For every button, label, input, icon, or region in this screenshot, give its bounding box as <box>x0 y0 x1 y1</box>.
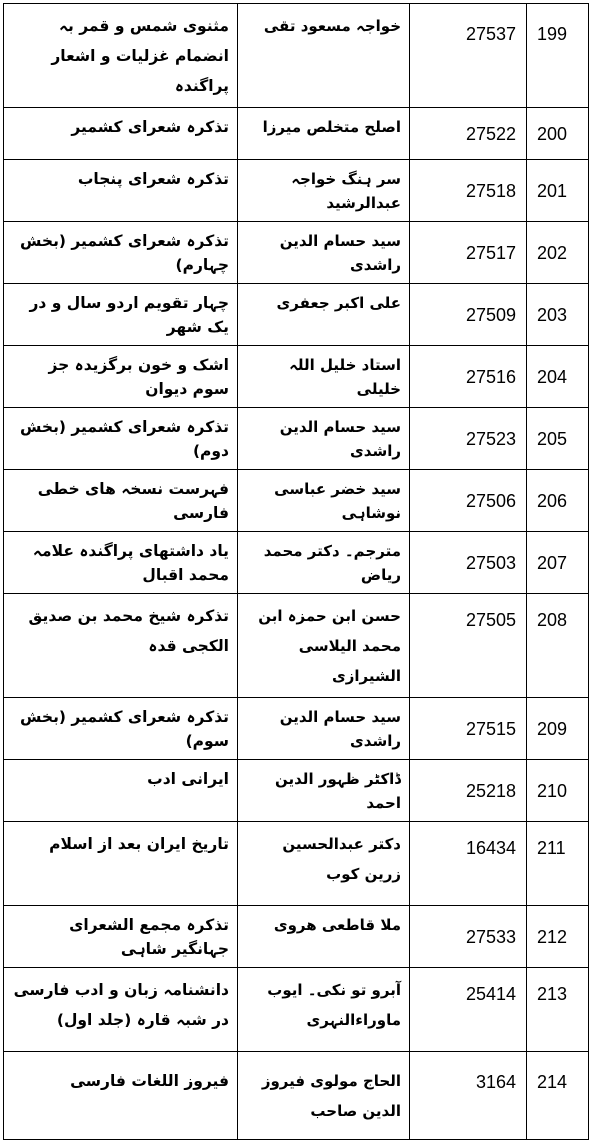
book-title: فیروز اللغات فارسی <box>4 1052 238 1140</box>
book-title: تذکرہ شعرای کشمیر <box>4 108 238 160</box>
catalog-code: 27505 <box>410 594 527 698</box>
catalog-code: 3164 <box>410 1052 527 1140</box>
serial-number: 206 <box>527 470 589 532</box>
serial-number: 205 <box>527 408 589 470</box>
book-author: سر ہنگ خواجہ عبدالرشید <box>238 160 410 222</box>
book-title: فہرست نسخہ ھای خطی فارسی <box>4 470 238 532</box>
book-author: دکتر عبدالحسین زرین کوب <box>238 822 410 906</box>
book-author: سید حسام الدین راشدی <box>238 698 410 760</box>
table-row <box>4 532 589 594</box>
serial-number: 214 <box>527 1052 589 1140</box>
book-title: اشک و خون برگزیدہ جز سوم دیوان <box>4 346 238 408</box>
catalog-code: 27533 <box>410 906 527 968</box>
serial-number: 199 <box>527 4 589 108</box>
table-row <box>4 346 589 408</box>
catalog-table <box>3 3 589 1140</box>
table-row <box>4 4 589 108</box>
book-author: اصلح متخلص میرزا <box>238 108 410 160</box>
book-title: تذکرہ مجمع الشعرای جہانگیر شاہی <box>4 906 238 968</box>
table-row <box>4 822 589 906</box>
serial-number: 203 <box>527 284 589 346</box>
serial-number: 212 <box>527 906 589 968</box>
table-row <box>4 968 589 1052</box>
book-author: مترجم۔ دکتر محمد ریاض <box>238 532 410 594</box>
serial-number: 207 <box>527 532 589 594</box>
book-title: یاد داشتھای پراگندہ علامہ محمد اقبال <box>4 532 238 594</box>
catalog-code: 27509 <box>410 284 527 346</box>
book-title: تذکرہ شعرای کشمیر (بخش دوم) <box>4 408 238 470</box>
book-author: الحاج مولوی فیروز الدین صاحب <box>238 1052 410 1140</box>
book-author: خواجہ مسعود تقی <box>238 4 410 108</box>
book-author: آبرو تو نکی۔ ایوب ماوراءالنہری <box>238 968 410 1052</box>
catalog-code: 27517 <box>410 222 527 284</box>
book-author: استاد خلیل اللہ خلیلی <box>238 346 410 408</box>
book-title: تاریخ ایران بعد از اسلام <box>4 822 238 906</box>
table-row <box>4 284 589 346</box>
table-row <box>4 160 589 222</box>
serial-number: 202 <box>527 222 589 284</box>
book-author: سید حسام الدین راشدی <box>238 408 410 470</box>
serial-number: 200 <box>527 108 589 160</box>
catalog-code: 25218 <box>410 760 527 822</box>
catalog-code: 27518 <box>410 160 527 222</box>
table-row <box>4 594 589 698</box>
book-title: تذکرہ شعرای کشمیر (بخش سوم) <box>4 698 238 760</box>
serial-number: 211 <box>527 822 589 906</box>
book-author: سید خضر عباسی نوشاہی <box>238 470 410 532</box>
catalog-code: 27523 <box>410 408 527 470</box>
catalog-code: 27537 <box>410 4 527 108</box>
table-row <box>4 760 589 822</box>
serial-number: 210 <box>527 760 589 822</box>
book-title: دانشنامہ زبان و ادب فارسی در شبہ قارہ (جلد اول) <box>4 968 238 1052</box>
book-title: تذکرہ شیخ محمد بن صدیق الکجی قدہ <box>4 594 238 698</box>
book-title: مثنوی شمس و قمر بہ انضمام غزلیات و اشعار پراگندہ <box>4 4 238 108</box>
book-author: حسن ابن حمزہ ابن محمد الیلاسی الشیرازی <box>238 594 410 698</box>
book-author: ڈاکٹر ظہور الدین احمد <box>238 760 410 822</box>
catalog-code: 25414 <box>410 968 527 1052</box>
serial-number: 204 <box>527 346 589 408</box>
table-row <box>4 906 589 968</box>
table-row <box>4 1052 589 1140</box>
book-author: ملا قاطعی ھروی <box>238 906 410 968</box>
book-title: تذکرہ شعرای کشمیر (بخش چہارم) <box>4 222 238 284</box>
catalog-code: 27516 <box>410 346 527 408</box>
book-title: ایرانی ادب <box>4 760 238 822</box>
table-row <box>4 222 589 284</box>
table-row <box>4 698 589 760</box>
catalog-code: 27522 <box>410 108 527 160</box>
serial-number: 213 <box>527 968 589 1052</box>
table-row <box>4 470 589 532</box>
serial-number: 201 <box>527 160 589 222</box>
catalog-code: 27503 <box>410 532 527 594</box>
catalog-code: 16434 <box>410 822 527 906</box>
table-row <box>4 108 589 160</box>
book-title: تذکرہ شعرای پنجاب <box>4 160 238 222</box>
book-title: چہار تقویم اردو سال و در یک شھر <box>4 284 238 346</box>
table-row <box>4 408 589 470</box>
book-author: علی اکبر جعفری <box>238 284 410 346</box>
book-author: سید حسام الدین راشدی <box>238 222 410 284</box>
serial-number: 208 <box>527 594 589 698</box>
serial-number: 209 <box>527 698 589 760</box>
catalog-code: 27515 <box>410 698 527 760</box>
catalog-code: 27506 <box>410 470 527 532</box>
